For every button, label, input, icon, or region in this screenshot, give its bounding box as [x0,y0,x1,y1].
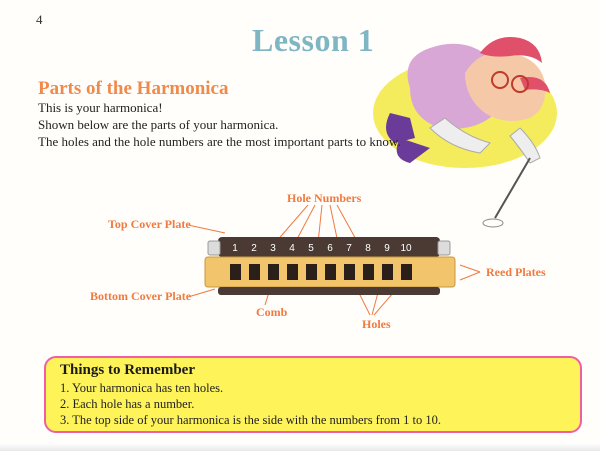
bottom-cover-plate [218,287,440,295]
label-holes: Holes [362,317,391,331]
hole-number: 5 [308,243,314,254]
remember-list [60,380,441,428]
section-title: Parts of the Harmonica [38,78,229,99]
list-item: 2. Each hole has a number. [60,397,195,411]
intro-line: The holes and the hole numbers are the most important parts to know. [38,134,401,149]
list-item: 3. The top side of your harmonica is the side with the numbers from 1 to 10. [60,413,441,427]
things-to-remember-box [44,356,582,433]
hole-number: 7 [346,243,352,254]
label-top-cover-plate: Top Cover Plate [108,217,191,231]
harmonica-diagram [80,185,550,335]
hole-number: 9 [384,243,390,254]
hole-number: 3 [270,243,276,254]
label-reed-plates: Reed Plates [486,265,546,279]
hole-number: 4 [289,243,295,254]
harmonica-drawing [80,185,550,335]
page-edge [0,443,600,451]
page-number: 4 [36,12,43,27]
hole-number: 2 [251,243,257,254]
label-comb: Comb [256,305,288,319]
list-item: 1. Your harmonica has ten holes. [60,381,224,395]
hole-number: 10 [400,243,412,254]
intro-line: This is your harmonica! [38,100,163,115]
hole-number: 8 [365,243,371,254]
label-bottom-cover-plate: Bottom Cover Plate [90,289,192,303]
hole-number: 1 [232,243,238,254]
remember-title: Things to Remember [60,362,195,378]
lesson-title: Lesson 1 [252,22,375,58]
hole-number: 6 [327,243,333,254]
intro-line: Shown below are the parts of your harmonica. [38,117,279,132]
label-hole-numbers: Hole Numbers [287,191,362,205]
intro-text [38,99,401,150]
